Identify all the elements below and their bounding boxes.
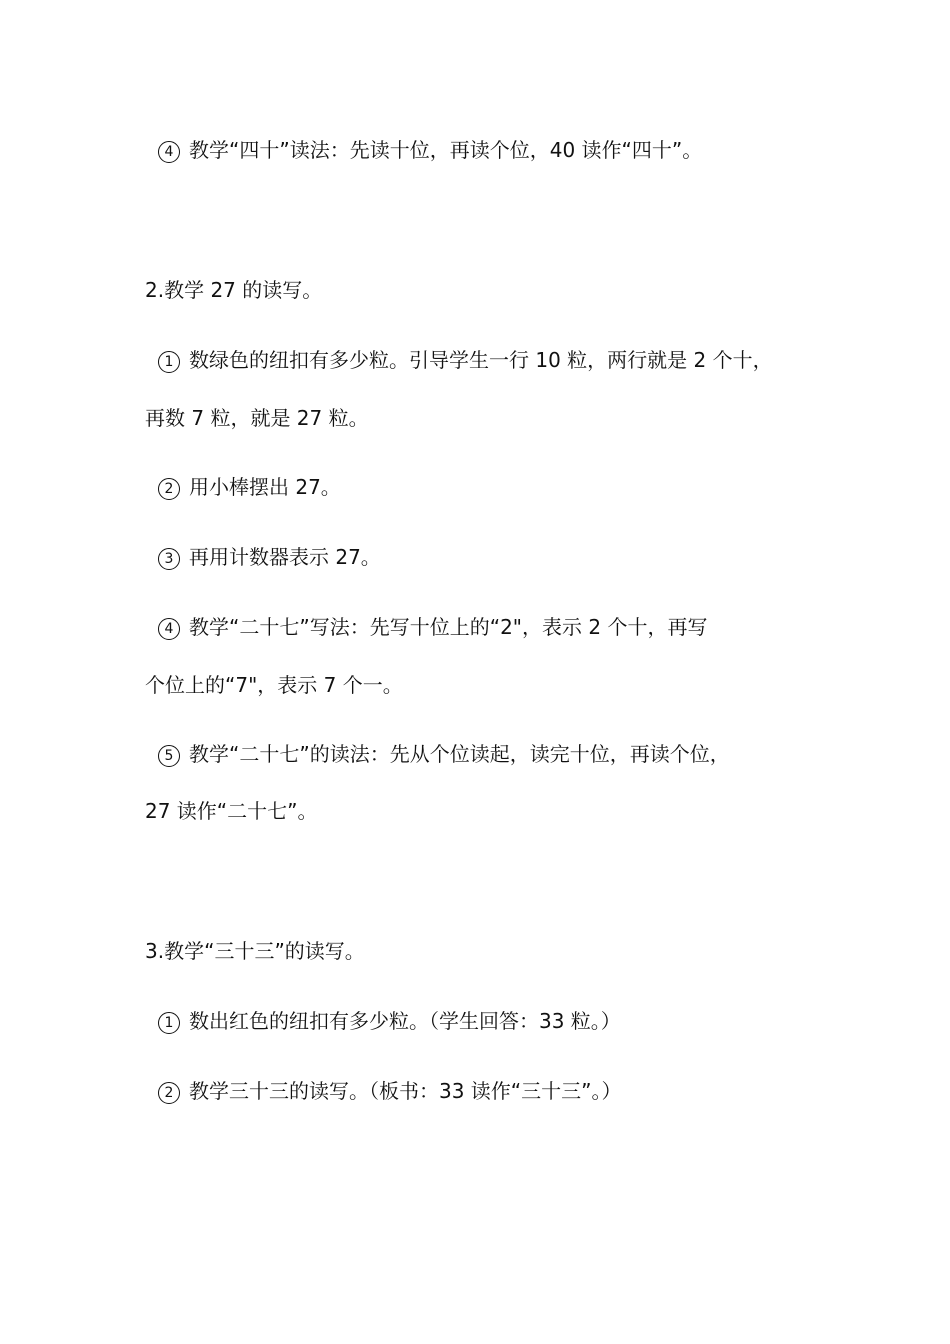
- item-number: 4: [158, 141, 180, 163]
- item-number: 2: [158, 1082, 180, 1104]
- item-text: 用小棒摆出 27。: [189, 475, 341, 499]
- item-number: 1: [158, 1012, 180, 1034]
- list-item: [158, 740, 730, 768]
- item-text: 教学“二十七”写法：先写十位上的“2"，表示 2 个十，再写: [189, 615, 708, 639]
- item-text: 教学三十三的读写。（板书：33 读作“三十三”。）: [189, 1079, 622, 1103]
- item-number: 4: [158, 618, 180, 640]
- list-item: [158, 543, 381, 571]
- list-item: [158, 1077, 622, 1105]
- item-text: 数绿色的纽扣有多少粒。引导学生一行 10 粒，两行就是 2 个十，: [189, 348, 773, 372]
- item-text: 再用计数器表示 27。: [189, 545, 381, 569]
- item-number: 2: [158, 478, 180, 500]
- item-text: 教学“四十”读法：先读十位，再读个位，40 读作“四十”。: [189, 138, 703, 162]
- list-item: [158, 346, 773, 374]
- item-continuation: 个位上的“7"，表示 7 个一。: [145, 673, 403, 697]
- list-item: [158, 136, 702, 164]
- item-number: 3: [158, 548, 180, 570]
- item-number: 1: [158, 351, 180, 373]
- list-item: [158, 613, 707, 641]
- section-heading: 2.教学 27 的读写。: [145, 278, 323, 302]
- item-continuation: 27 读作“二十七”。: [145, 799, 318, 823]
- item-number: 5: [158, 745, 180, 767]
- item-text: 数出红色的纽扣有多少粒。（学生回答：33 粒。）: [189, 1009, 621, 1033]
- list-item: [158, 1007, 621, 1035]
- item-continuation: 再数 7 粒，就是 27 粒。: [145, 406, 369, 430]
- list-item: [158, 473, 341, 501]
- section-heading: 3.教学“三十三”的读写。: [145, 939, 365, 963]
- item-text: 教学“二十七”的读法：先从个位读起，读完十位，再读个位，: [189, 742, 730, 766]
